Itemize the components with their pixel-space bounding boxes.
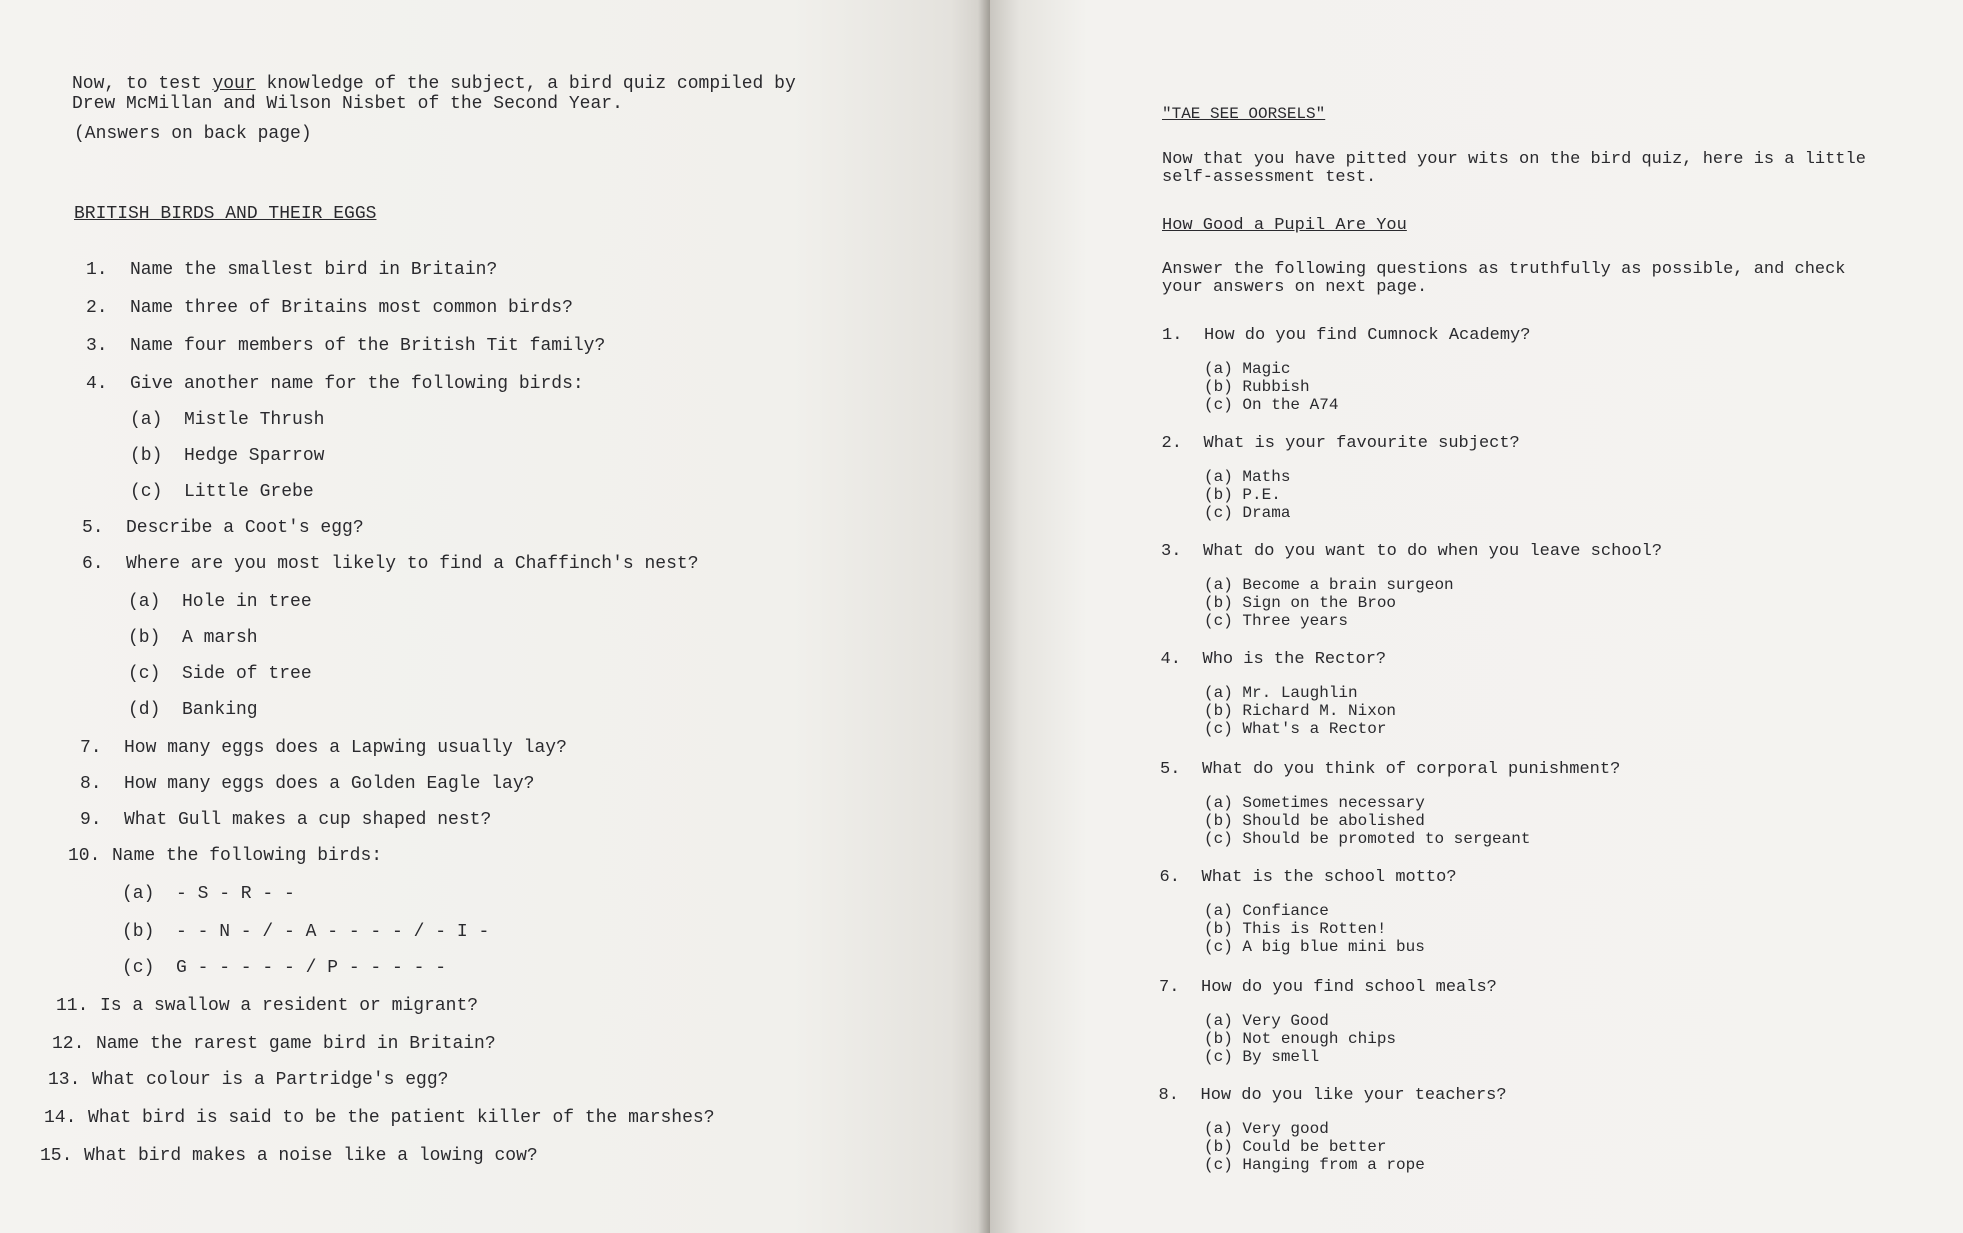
item-number: (a) [130, 410, 163, 430]
item-number: (c) [122, 958, 155, 978]
quiz-sub-item [122, 958, 446, 978]
item-text: What colour is a Partridge's egg? [92, 1070, 449, 1090]
item-number: 1. [86, 260, 108, 280]
quiz-question [86, 336, 605, 356]
assessment-question [1159, 978, 1497, 998]
item-text: Little Grebe [184, 482, 314, 502]
quiz-sub-item [128, 664, 312, 684]
assessment-question [1162, 434, 1520, 454]
item-text: What bird makes a noise like a lowing cow? [84, 1146, 538, 1166]
item-text: What bird is said to be the patient killer of the marshes? [88, 1108, 715, 1128]
answer-option: (b) Should be abolished [1204, 812, 1425, 830]
item-text: How do you find Cumnock Academy? [1204, 326, 1531, 345]
item-text: What do you think of corporal punishment? [1202, 760, 1621, 779]
right-intro-line2: self-assessment test. [1162, 168, 1377, 187]
item-number: (b) [128, 628, 161, 648]
item-number: (c) [130, 482, 163, 502]
item-number: (d) [128, 700, 161, 720]
section-heading: BRITISH BIRDS AND THEIR EGGS [74, 204, 377, 224]
answer-option: (c) On the A74 [1204, 396, 1339, 414]
item-text: Name the rarest game bird in Britain? [96, 1034, 496, 1054]
item-number: 12. [52, 1034, 85, 1054]
quiz-question [48, 1070, 448, 1090]
item-text: How do you like your teachers? [1200, 1086, 1507, 1105]
item-text: Is a swallow a resident or migrant? [100, 996, 479, 1016]
answer-option: (c) By smell [1204, 1048, 1320, 1066]
quiz-question [56, 996, 478, 1016]
answer-option: (c) Should be promoted to sergeant [1204, 830, 1531, 848]
item-number: 6. [82, 554, 104, 574]
quiz-question [86, 260, 497, 280]
item-text: Describe a Coot's egg? [126, 518, 364, 538]
item-text: Give another name for the following birds: [130, 374, 584, 394]
quiz-sub-item [122, 884, 295, 904]
item-number: 7. [1159, 978, 1180, 997]
answer-option: (a) Confiance [1204, 902, 1329, 920]
item-number: 2. [1161, 434, 1182, 453]
answer-option: (c) Drama [1204, 504, 1291, 522]
item-number: (b) [122, 922, 155, 942]
item-text: A marsh [182, 628, 258, 648]
item-text: Who is the Rector? [1202, 650, 1387, 669]
right-title: "TAE SEE OORSELS" [1162, 105, 1326, 123]
quiz-question [82, 554, 699, 574]
assessment-question [1162, 326, 1530, 346]
item-text: Hole in tree [182, 592, 312, 612]
item-number: 15. [40, 1146, 73, 1166]
right-page [990, 0, 1963, 1233]
assessment-question [1159, 1086, 1507, 1106]
quiz-question [80, 774, 534, 794]
assessment-question [1161, 650, 1387, 670]
quiz-sub-item [128, 592, 312, 612]
answer-option: (b) This is Rotten! [1204, 920, 1387, 938]
item-number: 8. [1158, 1086, 1179, 1105]
answer-option: (c) Three years [1204, 612, 1349, 630]
item-number: 4. [1160, 650, 1181, 669]
quiz-sub-item [130, 410, 324, 430]
intro-text: Now, to test [72, 74, 213, 94]
item-number: 4. [86, 374, 108, 394]
item-text: Banking [182, 700, 258, 720]
intro-text-rest: knowledge of the subject, a bird quiz compiled by [255, 74, 796, 94]
quiz-question [80, 810, 491, 830]
item-text: Mistle Thrush [184, 410, 325, 430]
item-text: Name the following birds: [112, 846, 383, 866]
item-number: 10. [68, 846, 101, 866]
answer-option: (b) Could be better [1204, 1138, 1387, 1156]
item-number: (c) [128, 664, 161, 684]
right-instructions-line1: Answer the following questions as truthfully as possible, and check [1162, 260, 1846, 279]
answer-option: (a) Very good [1204, 1120, 1329, 1138]
quiz-sub-item [128, 700, 258, 720]
quiz-sub-item [130, 482, 314, 502]
item-text: Name three of Britains most common birds? [130, 298, 573, 318]
item-number: 1. [1162, 326, 1183, 345]
quiz-sub-item [130, 446, 324, 466]
item-text: - S - R - - [176, 884, 295, 904]
quiz-question [86, 374, 584, 394]
item-text: Name four members of the British Tit family? [130, 336, 606, 356]
answer-option: (b) Not enough chips [1204, 1030, 1397, 1048]
item-number: 5. [1160, 760, 1181, 779]
answer-option: (b) Rubbish [1204, 378, 1310, 396]
answer-option: (a) Mr. Laughlin [1204, 684, 1358, 702]
answer-option: (a) Become a brain surgeon [1204, 576, 1454, 594]
item-text: Hedge Sparrow [184, 446, 325, 466]
answer-option: (b) Richard M. Nixon [1204, 702, 1397, 720]
quiz-sub-item [128, 628, 258, 648]
quiz-question [80, 738, 567, 758]
quiz-sub-item [122, 922, 489, 942]
item-text: Side of tree [182, 664, 312, 684]
item-number: 3. [1161, 542, 1182, 561]
quiz-question [40, 1146, 538, 1166]
left-intro-line1 [72, 74, 796, 94]
assessment-question [1160, 760, 1620, 780]
quiz-question [86, 298, 573, 318]
left-intro-line2: Drew McMillan and Wilson Nisbet of the Second Year. [72, 94, 623, 114]
answers-note: (Answers on back page) [74, 124, 312, 144]
item-text: Where are you most likely to find a Chaffinch's nest? [126, 554, 699, 574]
answer-option: (a) Magic [1204, 360, 1291, 378]
item-number: 5. [82, 518, 104, 538]
item-text: What Gull makes a cup shaped nest? [124, 810, 492, 830]
answer-option: (b) P.E. [1204, 486, 1281, 504]
right-subheading: How Good a Pupil Are You [1162, 216, 1407, 235]
item-number: 11. [56, 996, 89, 1016]
assessment-question [1161, 542, 1662, 562]
item-text: What is the school motto? [1201, 868, 1457, 887]
item-text: How do you find school meals? [1201, 978, 1497, 997]
quiz-question [44, 1108, 715, 1128]
intro-emphasis: your [212, 74, 256, 94]
item-text: How many eggs does a Lapwing usually lay? [124, 738, 567, 758]
quiz-question [52, 1034, 496, 1054]
item-text: - - N - / - A - - - - / - I - [176, 922, 490, 942]
item-number: 7. [80, 738, 102, 758]
answer-option: (b) Sign on the Broo [1204, 594, 1397, 612]
item-text: G - - - - - / P - - - - - [176, 958, 447, 978]
quiz-question [68, 846, 382, 866]
item-number: 6. [1159, 868, 1180, 887]
item-number: 13. [48, 1070, 81, 1090]
right-instructions-line2: your answers on next page. [1162, 278, 1428, 297]
item-text: What do you want to do when you leave school? [1203, 542, 1663, 561]
item-number: 9. [80, 810, 102, 830]
item-number: 8. [80, 774, 102, 794]
quiz-question [82, 518, 364, 538]
answer-option: (c) Hanging from a rope [1204, 1156, 1425, 1174]
answer-option: (c) What's a Rector [1204, 720, 1387, 738]
item-number: 2. [86, 298, 108, 318]
item-text: How many eggs does a Golden Eagle lay? [124, 774, 535, 794]
item-text: Name the smallest bird in Britain? [130, 260, 498, 280]
item-number: (b) [130, 446, 163, 466]
item-text: What is your favourite subject? [1203, 434, 1520, 453]
assessment-question [1160, 868, 1457, 888]
item-number: (a) [122, 884, 155, 904]
item-number: 3. [86, 336, 108, 356]
answer-option: (a) Maths [1204, 468, 1291, 486]
right-intro-line1: Now that you have pitted your wits on the bird quiz, here is a little [1162, 150, 1866, 169]
answer-option: (a) Sometimes necessary [1204, 794, 1425, 812]
item-number: 14. [44, 1108, 77, 1128]
item-number: (a) [128, 592, 161, 612]
answer-option: (c) A big blue mini bus [1204, 938, 1425, 956]
answer-option: (a) Very Good [1204, 1012, 1329, 1030]
